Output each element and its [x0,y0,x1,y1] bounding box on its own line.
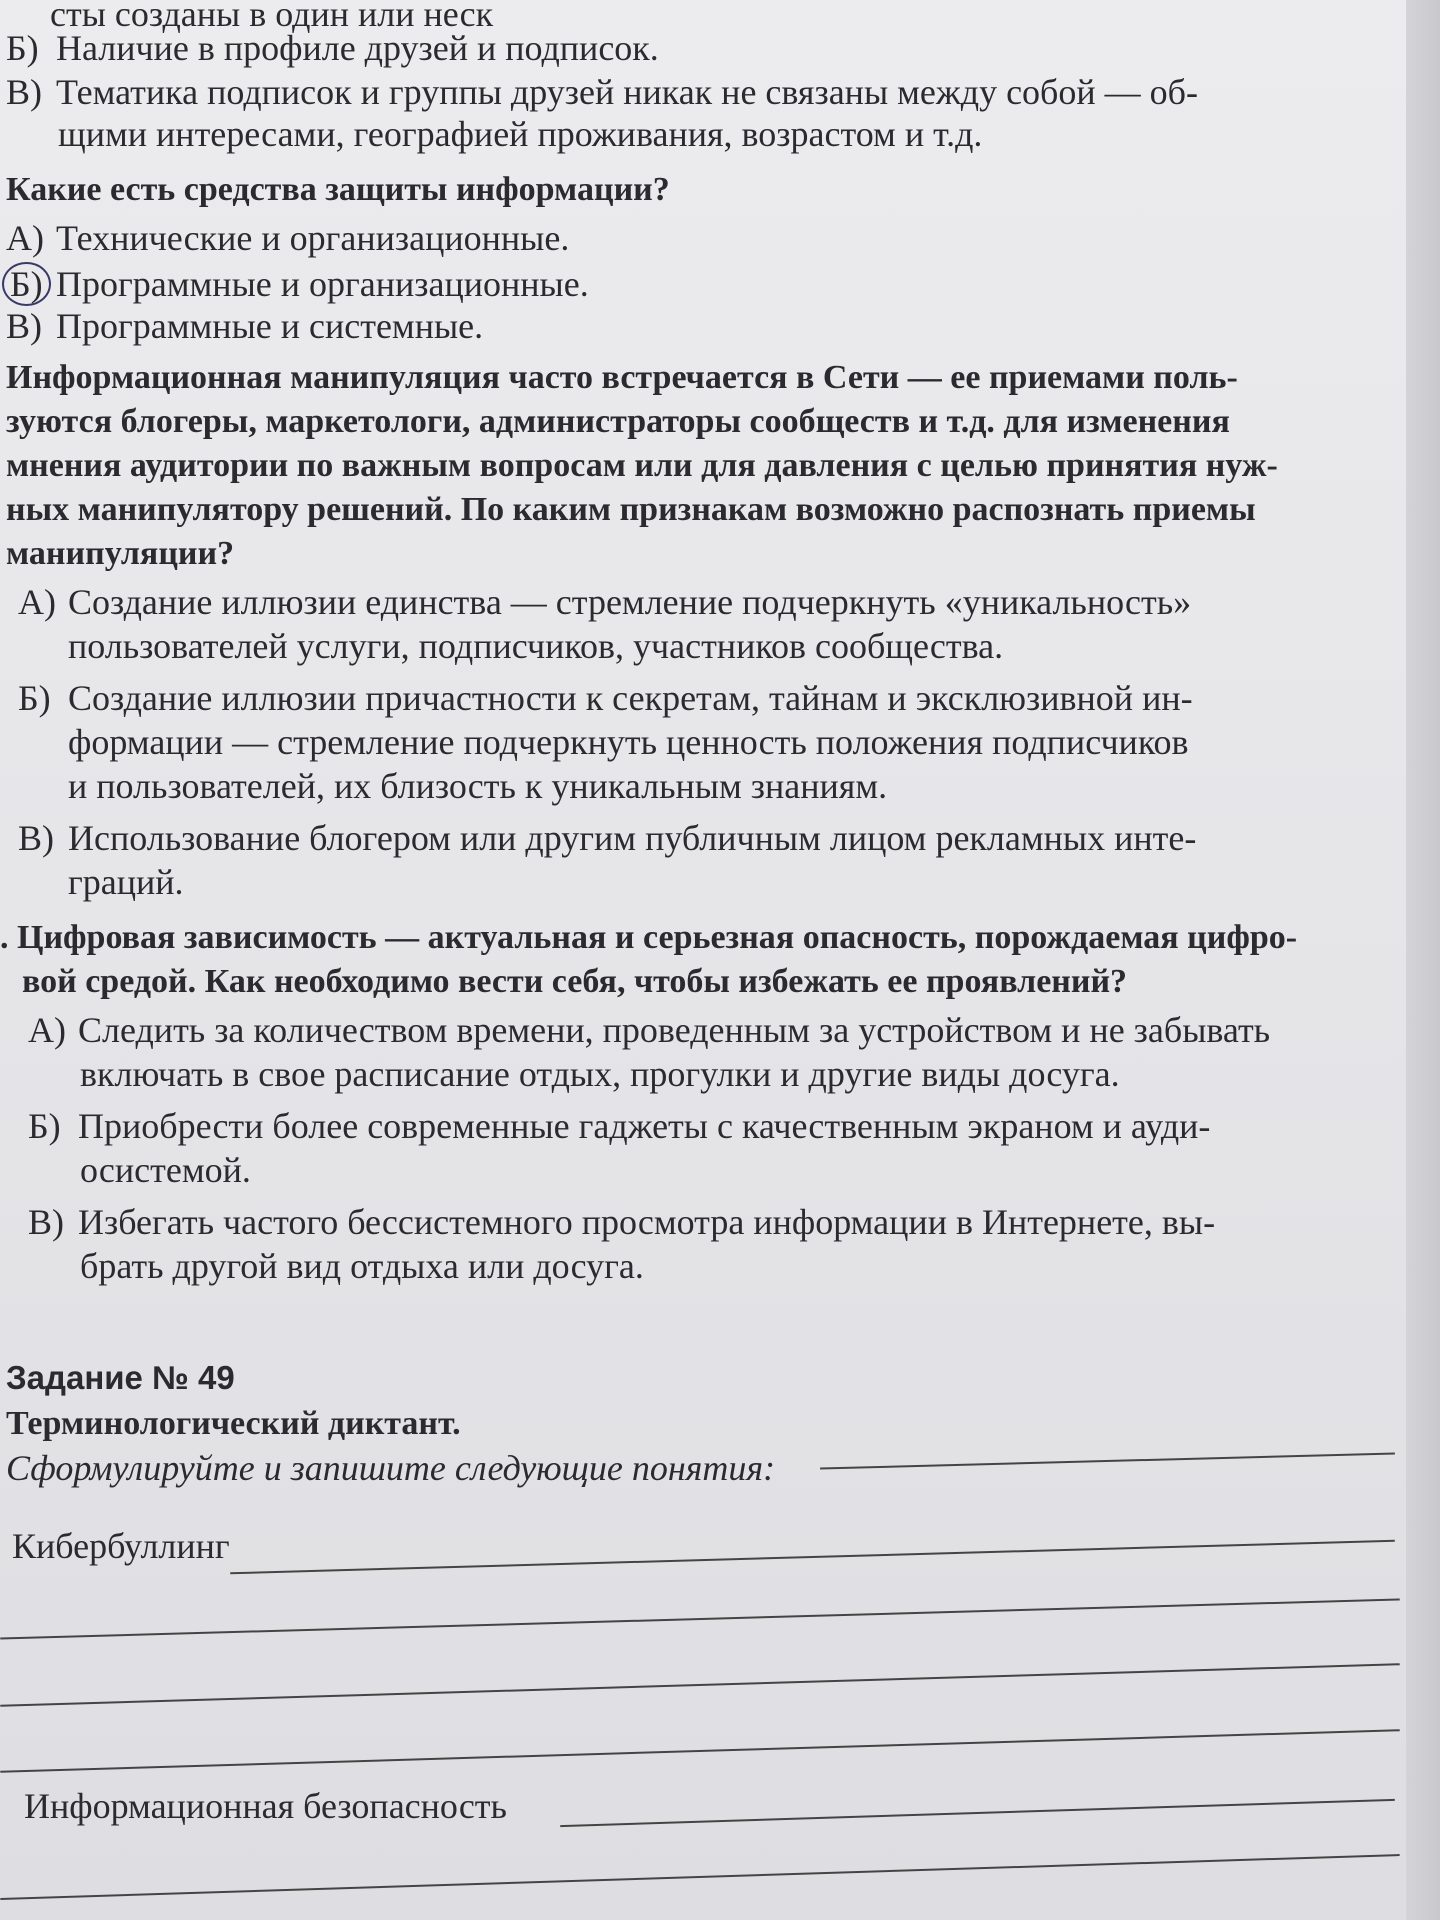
prev-line: сты созданы в один или неск [50,0,494,34]
answer-a: А) Следить за количеством времени, проведенным за устройством и не забывать [28,1010,1271,1050]
answer-v-cont: брать другой вид отдыха или досуга. [80,1246,644,1286]
selected-answer-circle: Б) [2,262,51,306]
answer-line[interactable] [0,1598,1400,1639]
task-instruction: Сформулируйте и запишите следующие понятия: [6,1448,776,1488]
answer-a-cont: пользователей услуги, подписчиков, участников сообщества. [68,626,1004,666]
question-protection: Какие есть средства защиты информации? [6,171,670,208]
question-manipulation-3: мнения аудитории по важным вопросам или для давления с целью принятия нуж- [6,447,1278,484]
answer-b: Б) Создание иллюзии причастности к секретам, тайнам и эксклюзивной ин- [18,678,1193,718]
answer-v: В) Программные и системные. [6,306,484,346]
answer-b-selected: Б) Программные и организационные. [6,262,589,306]
answer-b: Б) Наличие в профиле друзей и подписок. [6,28,659,68]
page-gutter [1406,0,1440,1920]
answer-b-cont: формации — стремление подчеркнуть ценность положения подписчиков [68,722,1189,762]
answer-line[interactable] [0,1854,1399,1900]
answer-b: Б) Приобрести более современные гаджеты с качественным экраном и ауди- [28,1106,1211,1146]
answer-line[interactable] [0,1729,1399,1773]
answer-line[interactable] [560,1799,1395,1827]
question-manipulation-5: манипуляции? [6,535,235,572]
question-manipulation-1: Информационная манипуляция часто встречается в Сети — ее приемами поль- [6,359,1238,396]
question-manipulation-2: зуются блогеры, маркетологи, администраторы сообществ и т.д. для изменения [6,403,1230,440]
task-subtitle: Терминологический диктант. [6,1405,461,1442]
term-information-security: Информационная безопасность [24,1786,507,1826]
answer-line[interactable] [230,1540,1395,1575]
answer-v-cont: граций. [68,862,184,902]
answer-a: А) Технические и организационные. [6,218,570,258]
answer-a: А) Создание иллюзии единства — стремление подчеркнуть «уникальность» [18,582,1192,622]
answer-v: В) Использование блогером или другим публичным лицом рекламных инте- [18,818,1197,858]
answer-line[interactable] [820,1452,1395,1469]
question-digital-1: . Цифровая зависимость — актуальная и серьезная опасность, порождаемая цифро- [0,919,1298,956]
task-title: Задание № 49 [6,1359,235,1396]
answer-v-cont: щими интересами, географией проживания, возрастом и т.д. [58,114,983,154]
term-cyberbullying: Кибербуллинг [12,1526,230,1566]
question-manipulation-4: ных манипулятору решений. По каким признакам возможно распознать приемы [6,491,1256,528]
answer-a-cont: включать в свое расписание отдых, прогулки и другие виды досуга. [80,1054,1120,1094]
answer-line[interactable] [0,1663,1399,1707]
question-digital-2: вой средой. Как необходимо вести себя, чтобы избежать ее проявлений? [22,963,1128,1000]
answer-v: В) Избегать частого бессистемного просмотра информации в Интернете, вы- [28,1202,1216,1242]
answer-b-cont: осистемой. [80,1150,251,1190]
answer-b-cont: и пользователей, их близость к уникальным знаниям. [68,766,888,806]
answer-v: В) Тематика подписок и группы друзей никак не связаны между собой — об- [6,72,1198,112]
